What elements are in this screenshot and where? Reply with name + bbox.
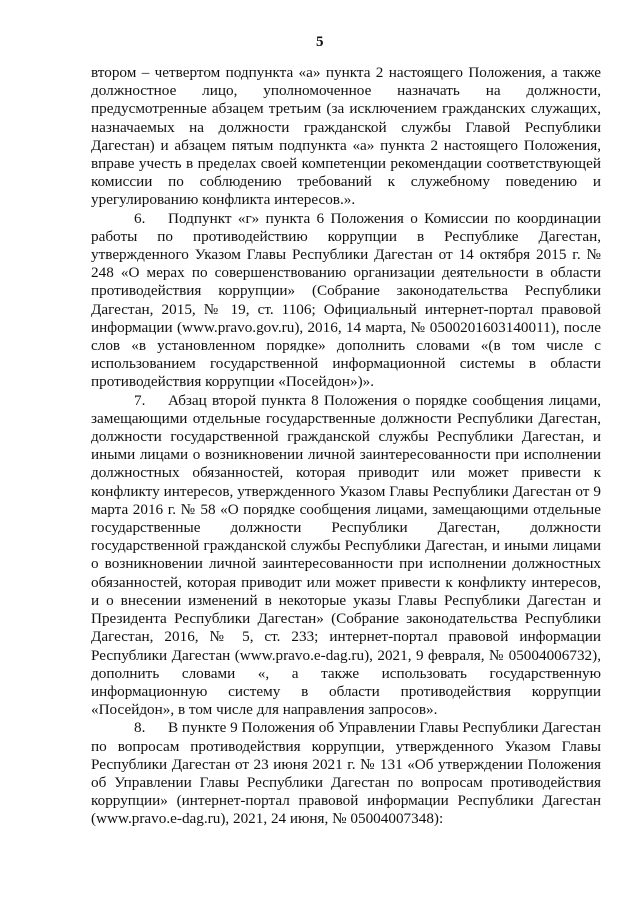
- paragraph-continuation: [91, 64, 601, 210]
- paragraph-text: В пункте 9 Положения об Управлении Главы Республики Дагестан по вопросам противодействия коррупции, утвержденного Указом Главы Республики Дагестан от 23 июня 2021 г. № 131 «Об утверждении Положения об Управлении Главы Республики Дагестан по вопросам противодействия коррупции» (интернет-портал правовой информации Республики Дагестан (www.pravo.e-dag.ru), 2021, 24 июня, № 05004007348):: [91, 719, 602, 828]
- paragraph-text: Абзац второй пункта 8 Положения о порядке сообщения лицами, замещающими отдельные государственные должности Республики Дагестан, должности государственной гражданской службы Республики Дагестан, и иными лицами о возникновении личной заинтересованности при исполнении должностных обязанностей, которая приводит или может привести к конфликту интересов, утвержденного Указом Главы Республики Дагестан от 9 марта 2016 г. № 58 «О порядке сообщения лицами, замещающими отдельные государственные должности Республики Дагестан, должности государственной гражданской службы Республики Дагестан, и иными лицами о возникновении личной заинтересованности при исполнении должностных обязанностей, которая приводит или может привести к конфликту интересов, и о внесении изменений в некоторые указы Главы Республики Дагестан и Президента Республики Дагестан» (Собрание законодательства Республики Дагестан, 2016, № 5, ст. 233; интернет-портал правовой информации Республики Дагестан (www.pravo.e-dag.ru), 2021, 9 февраля, № 05004006732), дополнить словами «, а также использовать государственную информационную систему в области противодействия коррупции «Посейдон», в том числе для направления запросов».: [91, 391, 601, 719]
- paragraph-8: [91, 719, 601, 828]
- paragraph-6: [91, 210, 601, 392]
- paragraph-text: Подпункт «г» пункта 6 Положения о Комиссии по координации работы по противодействию коррупции в Республике Дагестан, утвержденного Указом Главы Республики Дагестан от 14 октября 2015 г. № 248 «О мерах по совершенствованию организации деятельности в области противодействия коррупции» (Собрание законодательства Республики Дагестан, 2015, № 19, ст. 1106; Официальный интернет-портал правовой информации (www.pravo.gov.ru), 2016, 14 марта, № 0500201603140011), после слов «в установленном порядке» дополнить словами «(в том числе с использованием государственной информационной системы в области противодействия коррупции «Посейдон»)».: [91, 209, 601, 391]
- paragraph-number: 7.: [134, 391, 146, 409]
- paragraph-7: [91, 392, 601, 720]
- paragraph-text: втором – четвертом подпункта «а» пункта 2 настоящего Положения, а также должностное лицо, уполномоченное назначать на должности, предусмотренные абзацем третьим (за исключением гражданских служащих, назначаемых на должности гражданской службы Главой Республики Дагестан) и абзацем пятым подпункта «а» пункта 2 настоящего Положения, вправе учесть в пределах своей компетенции рекомендации соответствующей комиссии по соблюдению требований к служебному поведению и урегулированию конфликта интересов.».: [91, 64, 601, 209]
- paragraph-number: 6.: [134, 209, 146, 227]
- document-body: [91, 64, 601, 829]
- page-number: 5: [316, 34, 324, 50]
- paragraph-number: 8.: [134, 719, 146, 737]
